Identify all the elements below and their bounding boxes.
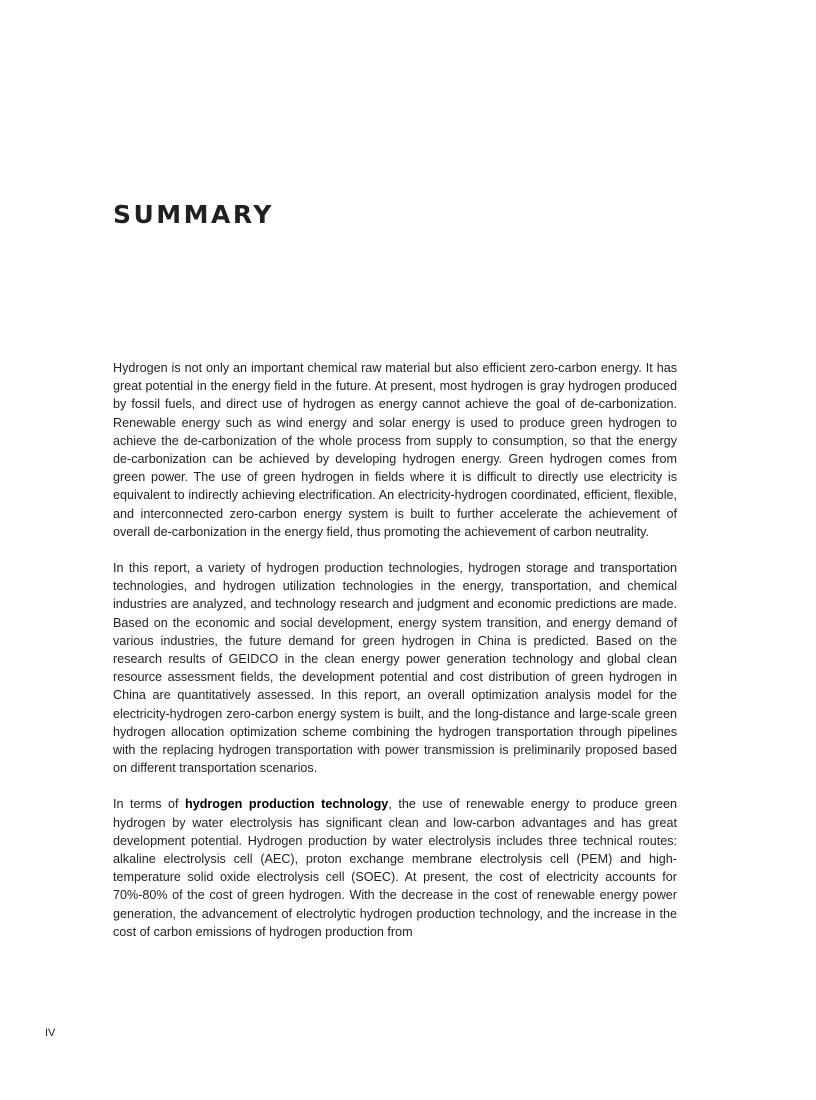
bold-term: hydrogen production technology — [185, 797, 389, 812]
paragraph-2: In this report, a variety of hydrogen production technologies, hydrogen storage and transportation technologies, and hydrogen utilization technologies in the energy, transportation, and chemical industries are analyzed, and technology research and judgment and economic predictions are made. Based on the economic and social development, energy system transition, and energy demand of various industries, the future demand for green hydrogen in China is predicted. Based on the research results of GEIDCO in the clean energy power generation technology and global clean resource assessment fields, the development potential and cost distribution of green hydrogen in China are quantitatively assessed. In this report, an overall optimization analysis model for the electricity-hydrogen zero-carbon energy system is built, and the long-distance and large-scale green hydrogen allocation optimization scheme combining the hydrogen transportation through pipelines with the replacing hydrogen transportation with power transmission is preliminarily proposed based on different transportation scenarios. — [113, 561, 677, 776]
page-title: SUMMARY — [113, 200, 274, 229]
paragraph-1: Hydrogen is not only an important chemical raw material but also efficient zero-carbon energy. It has great potential in the energy field in the future. At present, most hydrogen is gray hydrogen produced by fossil fuels, and direct use of hydrogen as energy cannot achieve the goal of de-carbonization. Renewable energy such as wind energy and solar energy is used to produce green hydrogen to achieve the de-carbonization of the whole process from supply to consumption, so that the energy de-carbonization can be achieved by developing hydrogen energy. Green hydrogen comes from green power. The use of green hydrogen in fields where it is difficult to directly use electricity is equivalent to indirectly achieving electrification. An electricity-hydrogen coordinated, efficient, flexible, and interconnected zero-carbon energy system is built to further accelerate the achievement of overall de-carbonization in the energy field, thus promoting the achievement of carbon neutrality. — [113, 361, 677, 539]
paragraph-3-prefix: In terms of — [113, 797, 185, 812]
summary-body — [113, 359, 677, 959]
page-number: IV — [45, 1027, 56, 1039]
paragraph-3 — [113, 795, 677, 941]
paragraph-3-suffix: , the use of renewable energy to produce green hydrogen by water electrolysis has significant clean and low-carbon advantages and has great development potential. Hydrogen production by water electrolysis includes three technical routes: alkaline electrolysis cell (AEC), proton exchange membrane electrolysis cell (PEM) and high-temperature solid oxide electrolysis cell (SOEC). At present, the cost of electricity accounts for 70%-80% of the cost of green hydrogen. With the decrease in the cost of renewable energy power generation, the advancement of electrolytic hydrogen production technology, and the increase in the cost of carbon emissions of hydrogen production from — [113, 797, 677, 939]
